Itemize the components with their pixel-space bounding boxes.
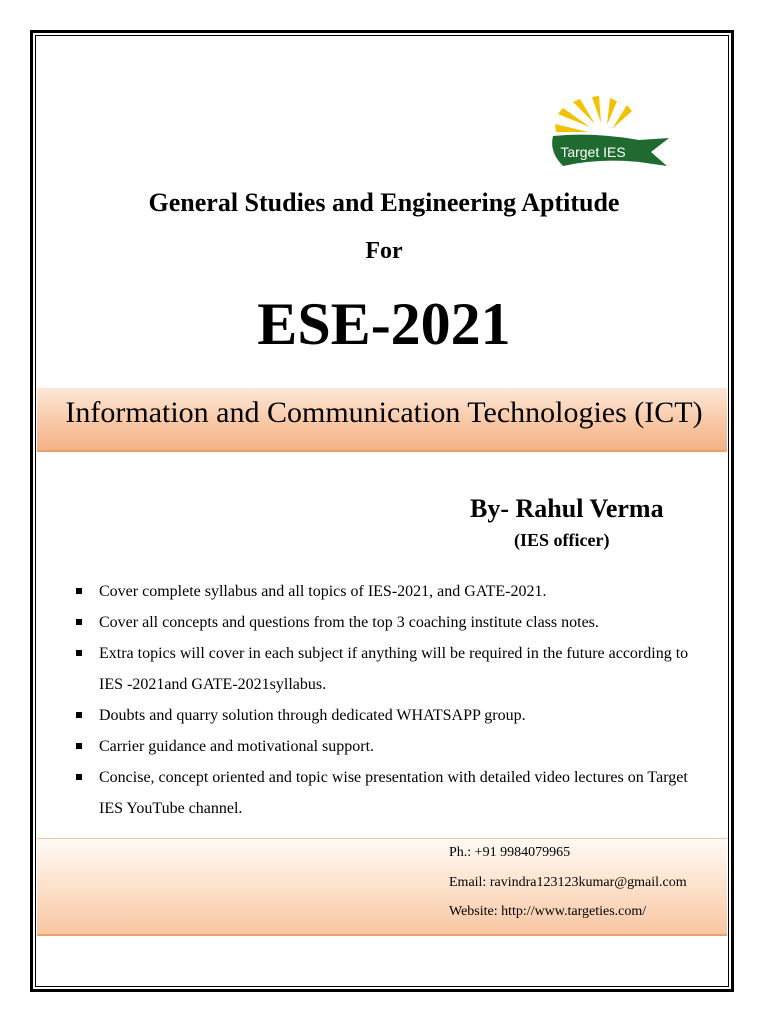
feature-text: Cover complete syllabus and all topics of IES-2021, and GATE-2021. — [99, 583, 547, 600]
bullet-square-icon — [76, 619, 82, 625]
author-name: By- Rahul Verma — [470, 494, 664, 523]
bullet-square-icon — [76, 774, 82, 780]
bullet-square-icon — [76, 650, 82, 656]
contact-phone: Ph.: +91 9984079965 — [449, 845, 571, 860]
contact-website[interactable]: Website: http://www.targeties.com/ — [449, 904, 647, 919]
bullet-square-icon — [76, 712, 82, 718]
feature-text: Concise, concept oriented and topic wise presentation with detailed video lectures on Target IES YouTube channel. — [99, 769, 688, 817]
logo-text: Target IES — [560, 144, 626, 160]
exam-title: ESE-2021 — [257, 291, 511, 357]
feature-text: Extra topics will cover in each subject if anything will be required in the future according to IES -2021and GATE-2021syllabus. — [99, 645, 689, 693]
feature-text: Doubts and quarry solution through dedicated WHATSAPP group. — [99, 707, 526, 724]
target-ies-logo — [543, 96, 669, 174]
bullet-square-icon — [76, 588, 82, 594]
author-role: (IES officer) — [514, 530, 610, 550]
bullet-square-icon — [76, 743, 82, 749]
feature-text: Cover all concepts and questions from the top 3 coaching institute class notes. — [99, 614, 599, 631]
feature-item — [76, 762, 696, 824]
feature-list — [76, 576, 696, 824]
contact-email[interactable]: Email: ravindra123123kumar@gmail.com — [449, 875, 687, 890]
feature-item — [76, 576, 696, 607]
for-label: For — [365, 238, 403, 264]
sun-rays-icon — [555, 96, 632, 132]
feature-item — [76, 731, 696, 762]
feature-text: Carrier guidance and motivational support. — [99, 738, 375, 755]
feature-item — [76, 700, 696, 731]
subject-heading: General Studies and Engineering Aptitude — [148, 188, 620, 217]
feature-item — [76, 638, 696, 700]
ict-title: Information and Communication Technologies (ICT) — [65, 396, 703, 429]
feature-item — [76, 607, 696, 638]
